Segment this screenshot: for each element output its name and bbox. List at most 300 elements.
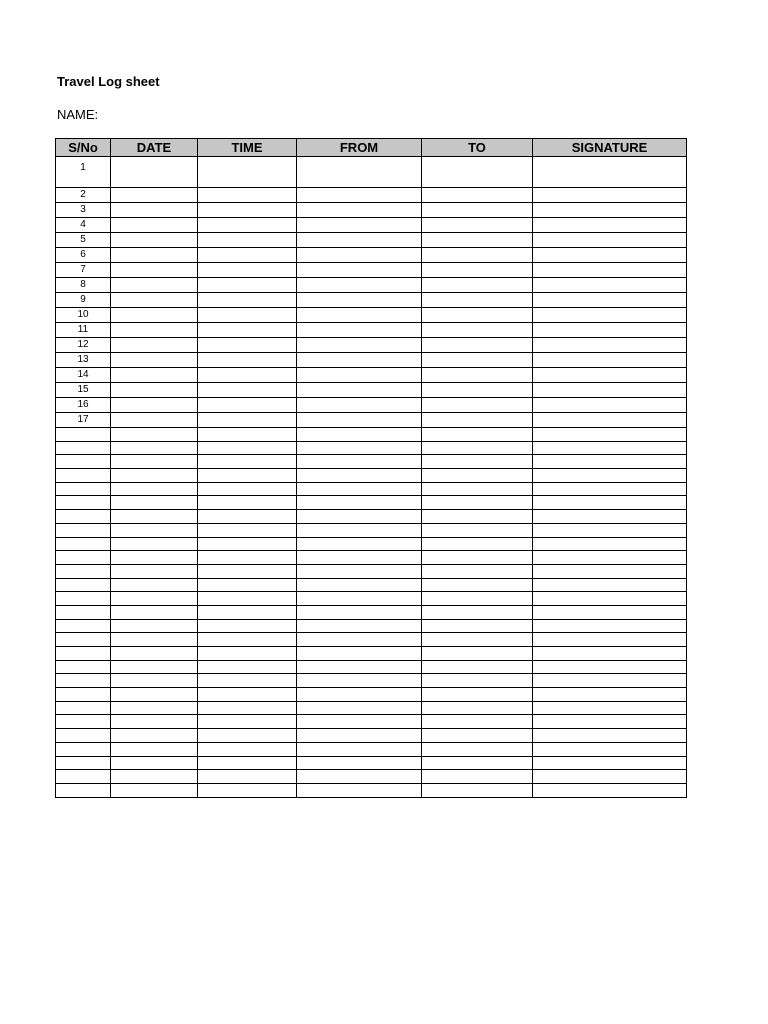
signature-cell [533, 323, 687, 338]
sno-cell [56, 619, 111, 633]
to-cell [422, 701, 533, 715]
time-cell [198, 323, 297, 338]
to-cell [422, 564, 533, 578]
table-row [56, 619, 687, 633]
sno-cell [56, 633, 111, 647]
from-cell [297, 592, 422, 606]
signature-cell [533, 496, 687, 510]
signature-cell [533, 482, 687, 496]
to-cell [422, 233, 533, 248]
sno-cell [56, 455, 111, 469]
date-cell [111, 248, 198, 263]
table-row [56, 756, 687, 770]
table-row [56, 293, 687, 308]
sno-cell [56, 592, 111, 606]
to-cell [422, 368, 533, 383]
signature-cell [533, 263, 687, 278]
from-cell [297, 660, 422, 674]
signature-cell [533, 428, 687, 442]
from-cell [297, 248, 422, 263]
date-cell [111, 482, 198, 496]
signature-cell [533, 278, 687, 293]
row-number: 11 [56, 323, 111, 338]
signature-cell [533, 688, 687, 702]
signature-cell [533, 605, 687, 619]
date-cell [111, 353, 198, 368]
date-cell [111, 398, 198, 413]
date-cell [111, 537, 198, 551]
to-cell [422, 605, 533, 619]
time-cell [198, 551, 297, 565]
to-cell [422, 428, 533, 442]
date-cell [111, 523, 198, 537]
time-cell [198, 633, 297, 647]
table-row [56, 551, 687, 565]
table-row [56, 592, 687, 606]
to-cell [422, 551, 533, 565]
row-number: 6 [56, 248, 111, 263]
date-cell [111, 578, 198, 592]
time-cell [198, 496, 297, 510]
to-cell [422, 688, 533, 702]
table-row [56, 455, 687, 469]
table-row [56, 441, 687, 455]
to-cell [422, 523, 533, 537]
table-row [56, 308, 687, 323]
signature-cell [533, 619, 687, 633]
date-cell [111, 263, 198, 278]
time-cell [198, 428, 297, 442]
from-cell [297, 537, 422, 551]
from-cell [297, 496, 422, 510]
from-cell [297, 233, 422, 248]
to-cell [422, 398, 533, 413]
signature-cell [533, 248, 687, 263]
sno-cell [56, 482, 111, 496]
signature-cell [533, 564, 687, 578]
to-cell [422, 383, 533, 398]
to-cell [422, 715, 533, 729]
time-cell [198, 688, 297, 702]
from-cell [297, 523, 422, 537]
time-cell [198, 660, 297, 674]
from-cell [297, 688, 422, 702]
time-cell [198, 263, 297, 278]
date-cell [111, 368, 198, 383]
date-cell [111, 783, 198, 797]
sno-cell [56, 537, 111, 551]
sno-cell [56, 715, 111, 729]
row-number: 8 [56, 278, 111, 293]
table-row [56, 537, 687, 551]
signature-cell [533, 188, 687, 203]
table-row [56, 263, 687, 278]
date-cell [111, 551, 198, 565]
signature-cell [533, 157, 687, 188]
signature-cell [533, 660, 687, 674]
row-number: 17 [56, 413, 111, 428]
row-number: 15 [56, 383, 111, 398]
time-cell [198, 338, 297, 353]
table-row [56, 633, 687, 647]
table-row [56, 688, 687, 702]
signature-cell [533, 770, 687, 784]
from-cell [297, 619, 422, 633]
to-cell [422, 647, 533, 661]
header-sno: S/No [56, 139, 111, 157]
signature-cell [533, 441, 687, 455]
to-cell [422, 619, 533, 633]
from-cell [297, 510, 422, 524]
from-cell [297, 469, 422, 483]
date-cell [111, 203, 198, 218]
signature-cell [533, 715, 687, 729]
signature-cell [533, 233, 687, 248]
to-cell [422, 455, 533, 469]
date-cell [111, 413, 198, 428]
date-cell [111, 729, 198, 743]
time-cell [198, 619, 297, 633]
signature-cell [533, 383, 687, 398]
to-cell [422, 660, 533, 674]
table-row [56, 353, 687, 368]
sno-cell [56, 674, 111, 688]
from-cell [297, 564, 422, 578]
date-cell [111, 742, 198, 756]
date-cell [111, 633, 198, 647]
table-row [56, 368, 687, 383]
time-cell [198, 647, 297, 661]
to-cell [422, 674, 533, 688]
row-number: 12 [56, 338, 111, 353]
sno-cell [56, 523, 111, 537]
date-cell [111, 218, 198, 233]
to-cell [422, 469, 533, 483]
from-cell [297, 701, 422, 715]
to-cell [422, 293, 533, 308]
to-cell [422, 441, 533, 455]
table-row [56, 564, 687, 578]
from-cell [297, 455, 422, 469]
time-cell [198, 715, 297, 729]
row-number: 7 [56, 263, 111, 278]
to-cell [422, 353, 533, 368]
from-cell [297, 783, 422, 797]
date-cell [111, 338, 198, 353]
table-row [56, 157, 687, 188]
sno-cell [56, 510, 111, 524]
sno-cell [56, 428, 111, 442]
row-number: 1 [56, 157, 111, 188]
date-cell [111, 496, 198, 510]
time-cell [198, 368, 297, 383]
from-cell [297, 633, 422, 647]
time-cell [198, 413, 297, 428]
to-cell [422, 729, 533, 743]
table-body [56, 157, 687, 798]
to-cell [422, 248, 533, 263]
table-row [56, 605, 687, 619]
to-cell [422, 263, 533, 278]
from-cell [297, 338, 422, 353]
signature-cell [533, 218, 687, 233]
row-number: 9 [56, 293, 111, 308]
to-cell [422, 633, 533, 647]
from-cell [297, 715, 422, 729]
to-cell [422, 783, 533, 797]
time-cell [198, 482, 297, 496]
signature-cell [533, 523, 687, 537]
time-cell [198, 510, 297, 524]
row-number: 4 [56, 218, 111, 233]
from-cell [297, 674, 422, 688]
time-cell [198, 441, 297, 455]
sno-cell [56, 469, 111, 483]
from-cell [297, 188, 422, 203]
time-cell [198, 701, 297, 715]
date-cell [111, 308, 198, 323]
date-cell [111, 383, 198, 398]
from-cell [297, 218, 422, 233]
header-signature: SIGNATURE [533, 139, 687, 157]
table-row [56, 248, 687, 263]
table-row [56, 578, 687, 592]
to-cell [422, 537, 533, 551]
to-cell [422, 756, 533, 770]
signature-cell [533, 729, 687, 743]
from-cell [297, 203, 422, 218]
row-number: 3 [56, 203, 111, 218]
name-label: NAME: [57, 107, 99, 122]
time-cell [198, 564, 297, 578]
sno-cell [56, 564, 111, 578]
date-cell [111, 157, 198, 188]
date-cell [111, 188, 198, 203]
table-row [56, 233, 687, 248]
table-row [56, 701, 687, 715]
header-date: DATE [111, 139, 198, 157]
row-number: 10 [56, 308, 111, 323]
from-cell [297, 742, 422, 756]
time-cell [198, 742, 297, 756]
sno-cell [56, 770, 111, 784]
table-row [56, 469, 687, 483]
sno-cell [56, 496, 111, 510]
row-number: 14 [56, 368, 111, 383]
date-cell [111, 715, 198, 729]
date-cell [111, 323, 198, 338]
time-cell [198, 592, 297, 606]
table-row [56, 660, 687, 674]
time-cell [198, 248, 297, 263]
from-cell [297, 353, 422, 368]
date-cell [111, 564, 198, 578]
time-cell [198, 605, 297, 619]
time-cell [198, 469, 297, 483]
to-cell [422, 482, 533, 496]
sno-cell [56, 701, 111, 715]
table-row [56, 218, 687, 233]
signature-cell [533, 413, 687, 428]
page-title: Travel Log sheet [57, 74, 160, 89]
from-cell [297, 308, 422, 323]
to-cell [422, 323, 533, 338]
date-cell [111, 441, 198, 455]
date-cell [111, 428, 198, 442]
date-cell [111, 647, 198, 661]
date-cell [111, 619, 198, 633]
signature-cell [533, 551, 687, 565]
table-row [56, 770, 687, 784]
table-row [56, 674, 687, 688]
table-row [56, 278, 687, 293]
header-time: TIME [198, 139, 297, 157]
sno-cell [56, 578, 111, 592]
to-cell [422, 338, 533, 353]
date-cell [111, 701, 198, 715]
table-row [56, 428, 687, 442]
time-cell [198, 383, 297, 398]
signature-cell [533, 701, 687, 715]
sno-cell [56, 756, 111, 770]
to-cell [422, 742, 533, 756]
time-cell [198, 353, 297, 368]
time-cell [198, 293, 297, 308]
header-to: TO [422, 139, 533, 157]
table-row [56, 783, 687, 797]
signature-cell [533, 537, 687, 551]
sno-cell [56, 688, 111, 702]
sno-cell [56, 783, 111, 797]
sno-cell [56, 441, 111, 455]
time-cell [198, 278, 297, 293]
time-cell [198, 729, 297, 743]
header-from: FROM [297, 139, 422, 157]
time-cell [198, 674, 297, 688]
time-cell [198, 157, 297, 188]
to-cell [422, 496, 533, 510]
from-cell [297, 578, 422, 592]
table-row [56, 482, 687, 496]
table-row [56, 383, 687, 398]
date-cell [111, 756, 198, 770]
signature-cell [533, 308, 687, 323]
to-cell [422, 157, 533, 188]
time-cell [198, 455, 297, 469]
from-cell [297, 293, 422, 308]
signature-cell [533, 338, 687, 353]
table-row [56, 510, 687, 524]
row-number: 2 [56, 188, 111, 203]
time-cell [198, 233, 297, 248]
row-number: 13 [56, 353, 111, 368]
signature-cell [533, 368, 687, 383]
sno-cell [56, 742, 111, 756]
table-row [56, 647, 687, 661]
date-cell [111, 660, 198, 674]
row-number: 5 [56, 233, 111, 248]
to-cell [422, 770, 533, 784]
from-cell [297, 428, 422, 442]
signature-cell [533, 783, 687, 797]
signature-cell [533, 742, 687, 756]
signature-cell [533, 455, 687, 469]
date-cell [111, 605, 198, 619]
from-cell [297, 647, 422, 661]
sno-cell [56, 551, 111, 565]
signature-cell [533, 293, 687, 308]
time-cell [198, 308, 297, 323]
sno-cell [56, 729, 111, 743]
table-row [56, 323, 687, 338]
signature-cell [533, 203, 687, 218]
date-cell [111, 674, 198, 688]
table-row [56, 523, 687, 537]
sno-cell [56, 660, 111, 674]
to-cell [422, 413, 533, 428]
table-row [56, 742, 687, 756]
to-cell [422, 203, 533, 218]
from-cell [297, 278, 422, 293]
to-cell [422, 578, 533, 592]
time-cell [198, 398, 297, 413]
time-cell [198, 218, 297, 233]
signature-cell [533, 592, 687, 606]
table-row [56, 338, 687, 353]
date-cell [111, 592, 198, 606]
to-cell [422, 308, 533, 323]
sno-cell [56, 647, 111, 661]
date-cell [111, 233, 198, 248]
time-cell [198, 770, 297, 784]
date-cell [111, 293, 198, 308]
signature-cell [533, 578, 687, 592]
signature-cell [533, 633, 687, 647]
time-cell [198, 203, 297, 218]
from-cell [297, 263, 422, 278]
from-cell [297, 551, 422, 565]
table-row [56, 398, 687, 413]
date-cell [111, 770, 198, 784]
signature-cell [533, 398, 687, 413]
signature-cell [533, 510, 687, 524]
from-cell [297, 157, 422, 188]
from-cell [297, 383, 422, 398]
table-row [56, 496, 687, 510]
from-cell [297, 413, 422, 428]
to-cell [422, 218, 533, 233]
from-cell [297, 605, 422, 619]
from-cell [297, 770, 422, 784]
signature-cell [533, 647, 687, 661]
table-row [56, 729, 687, 743]
date-cell [111, 510, 198, 524]
from-cell [297, 482, 422, 496]
to-cell [422, 592, 533, 606]
sno-cell [56, 605, 111, 619]
table-row [56, 188, 687, 203]
from-cell [297, 441, 422, 455]
time-cell [198, 537, 297, 551]
table-row [56, 715, 687, 729]
time-cell [198, 578, 297, 592]
time-cell [198, 783, 297, 797]
from-cell [297, 398, 422, 413]
from-cell [297, 323, 422, 338]
signature-cell [533, 756, 687, 770]
time-cell [198, 756, 297, 770]
from-cell [297, 756, 422, 770]
